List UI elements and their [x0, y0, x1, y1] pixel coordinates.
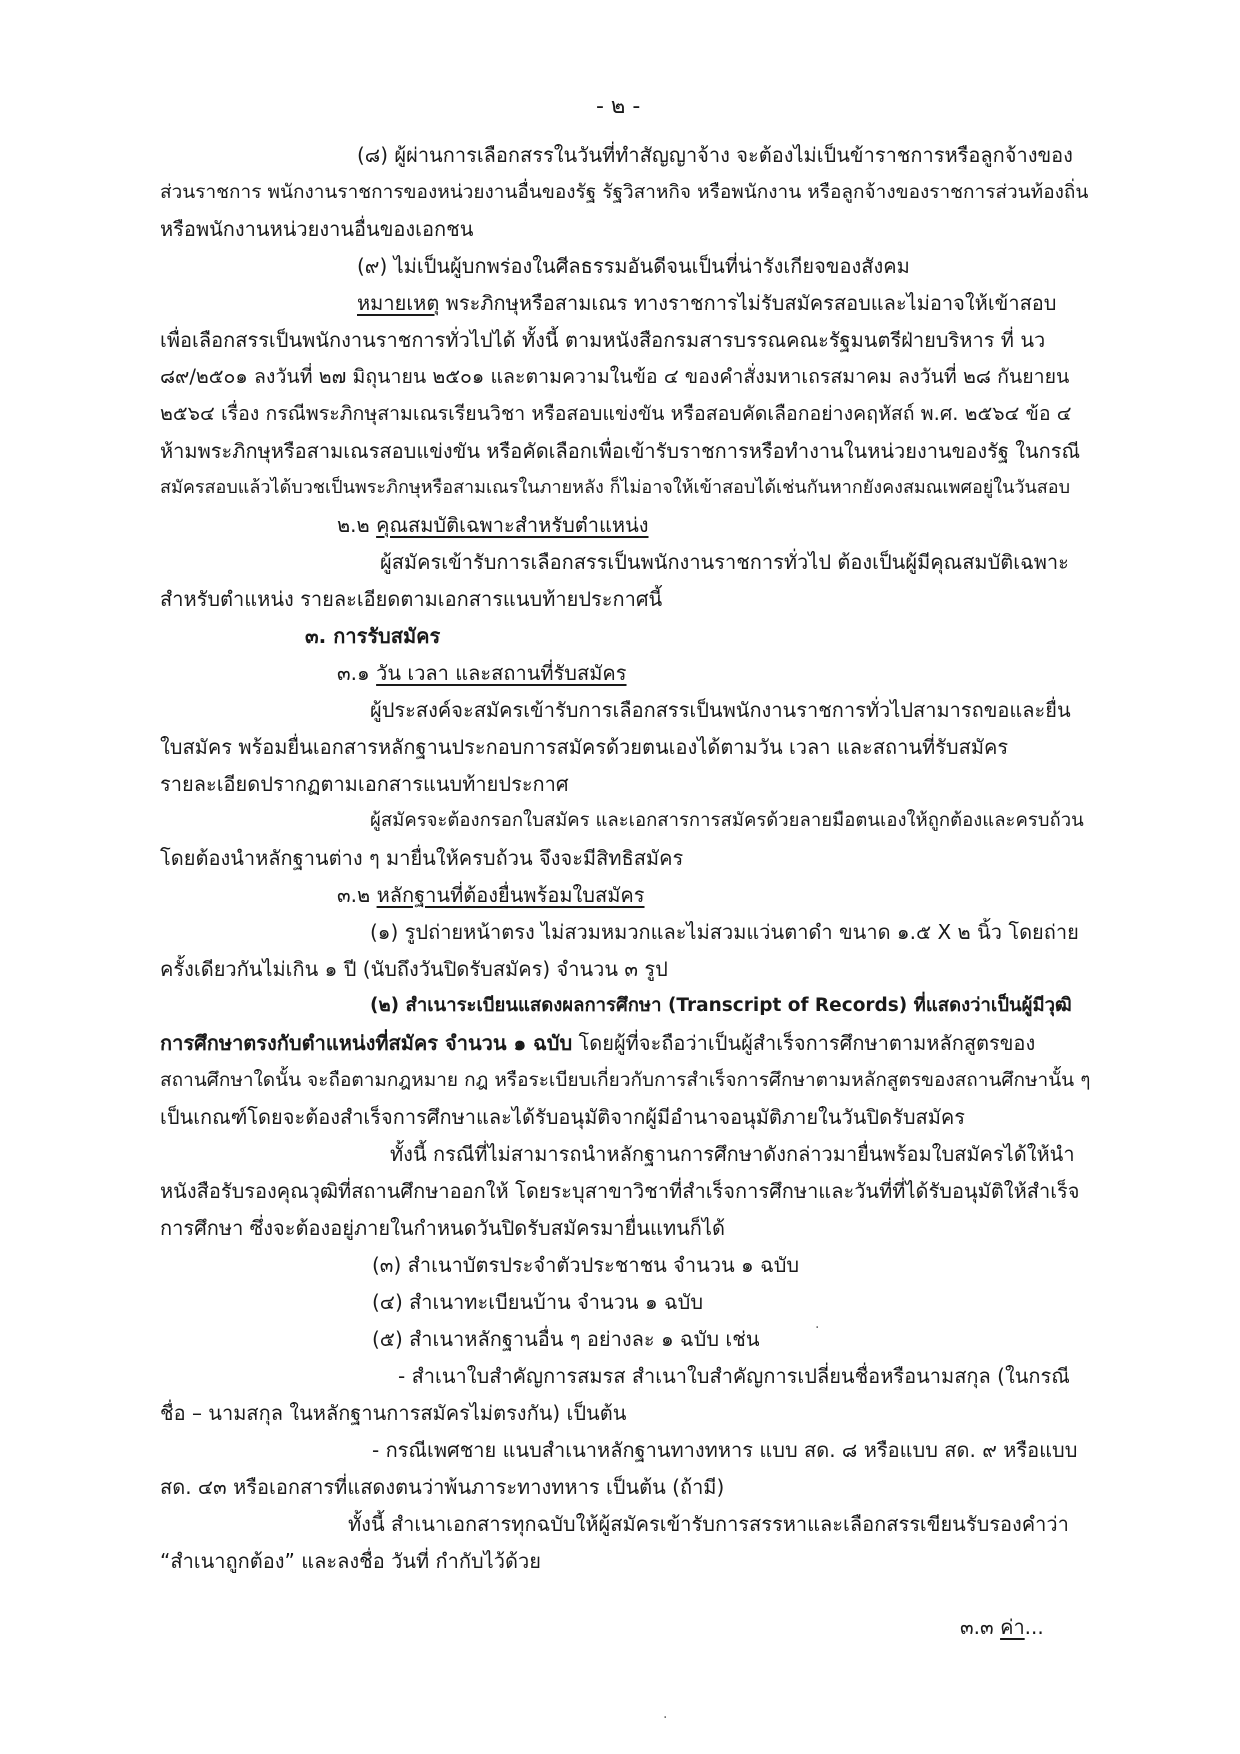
continuation-footer	[960, 1612, 1044, 1642]
section-number: ๓.๑	[337, 661, 377, 685]
text-line: รายละเอียดปรากฏตามเอกสารแนบท้ายประกาศ	[160, 772, 569, 796]
text-line: (๑) รูปถ่ายหน้าตรง ไม่สวมหมวกและไม่สวมแว่นตาดำ ขนาด ๑.๕ X ๒ นิ้ว โดยถ่าย	[370, 920, 1079, 944]
section-number: ๓.๒	[337, 883, 377, 907]
text-line: ๘๙/๒๕๐๑ ลงวันที่ ๒๗ มิถุนายน ๒๕๐๑ และตามความในข้อ ๔ ของคำสั่งมหาเถรสมาคม ลงวันที่ ๒๘ กันยายน	[160, 365, 1070, 388]
text-line: ครั้งเดียวกันไม่เกิน ๑ ปี (นับถึงวันปิดรับสมัคร) จำนวน ๓ รูป	[160, 957, 668, 981]
plain-text: โดยผู้ที่จะถือว่าเป็นผู้สำเร็จการศึกษาตามหลักสูตรของ	[572, 1031, 1036, 1055]
section-heading-3: ๓. การรับสมัคร	[305, 624, 441, 648]
bold-text: การศึกษาตรงกับตำแหน่งที่สมัคร จำนวน ๑ ฉบับ	[160, 1031, 573, 1055]
note-line	[357, 288, 1057, 318]
page-number: - ๒ -	[596, 94, 641, 119]
text-line: ผู้สมัครเข้ารับการเลือกสรรเป็นพนักงานราชการทั่วไป ต้องเป็นผู้มีคุณสมบัติเฉพาะ	[380, 550, 1069, 574]
scan-speck: ·	[815, 1320, 820, 1336]
text-line: การศึกษา ซึ่งจะต้องอยู่ภายในกำหนดวันปิดรับสมัครมายื่นแทนก็ได้	[160, 1216, 725, 1240]
text-line: (๘) ผู้ผ่านการเลือกสรรในวันที่ทำสัญญาจ้าง จะต้องไม่เป็นข้าราชการหรือลูกจ้างของ	[357, 143, 1073, 167]
text-line: หนังสือรับรองคุณวุฒิที่สถานศึกษาออกให้ โดยระบุสาขาวิชาที่สำเร็จการศึกษาและวันที่ที่ได้รับอนุมัติให้สำเร็จ	[160, 1179, 1080, 1203]
text-line: - สำเนาใบสำคัญการสมรส สำเนาใบสำคัญการเปลี่ยนชื่อหรือนามสกุล (ในกรณี	[398, 1364, 1070, 1388]
mixed-line	[160, 1028, 1035, 1058]
next-section-number: ๓.๓	[960, 1615, 1001, 1639]
section-title: คุณสมบัติเฉพาะสำหรับตำแหน่ง	[376, 513, 649, 537]
text-line: ใบสมัคร พร้อมยื่นเอกสารหลักฐานประกอบการสมัครด้วยตนเองได้ตามวัน เวลา และสถานที่รับสมัคร	[160, 735, 1009, 759]
text-line: สมัครสอบแล้วได้บวชเป็นพระภิกษุหรือสามเณรในภายหลัง ก็ไม่อาจให้เข้าสอบได้เช่นกันหากยังคงสมณเพศอยู่ในวันสอบ	[160, 477, 1071, 498]
text-line: ห้ามพระภิกษุหรือสามเณรสอบแข่งขัน หรือคัดเลือกเพื่อเข้ารับราชการหรือทำงานในหน่วยงานของรัฐ ในกรณี	[160, 439, 1081, 463]
text-line: ผู้ประสงค์จะสมัครเข้ารับการเลือกสรรเป็นพนักงานราชการทั่วไปสามารถขอและยื่น	[370, 698, 1071, 722]
note-text: พระภิกษุหรือสามเณร ทางราชการไม่รับสมัครสอบและไม่อาจให้เข้าสอบ	[439, 291, 1057, 315]
text-line: สถานศึกษาใดนั้น จะถือตามกฎหมาย กฎ หรือระเบียบเกี่ยวกับการสำเร็จการศึกษาตามหลักสูตรของสถานศึกษานั้น ๆ	[160, 1069, 1091, 1091]
text-line: ทั้งนี้ สำเนาเอกสารทุกฉบับให้ผู้สมัครเข้ารับการสรรหาและเลือกสรรเขียนรับรองคำว่า	[348, 1512, 1069, 1536]
section-number: ๒.๒	[337, 513, 377, 537]
text-line: (๓) สำเนาบัตรประจำตัวประชาชน จำนวน ๑ ฉบับ	[372, 1253, 800, 1277]
next-section-word: ค่า	[1000, 1615, 1025, 1639]
text-line: สำหรับตำแหน่ง รายละเอียดตามเอกสารแนบท้ายประกาศนี้	[160, 587, 663, 611]
text-line: (๔) สำเนาทะเบียนบ้าน จำนวน ๑ ฉบับ	[372, 1290, 704, 1314]
text-line: (๕) สำเนาหลักฐานอื่น ๆ อย่างละ ๑ ฉบับ เช่น	[372, 1327, 760, 1351]
section-title: หลักฐานที่ต้องยื่นพร้อมใบสมัคร	[376, 883, 645, 907]
text-line: เป็นเกณฑ์โดยจะต้องสำเร็จการศึกษาและได้รับอนุมัติจากผู้มีอำนาจอนุมัติภายในวันปิดรับสมัคร	[160, 1105, 966, 1129]
text-line: - กรณีเพศชาย แนบสำเนาหลักฐานทางทหาร แบบ สด. ๘ หรือแบบ สด. ๙ หรือแบบ	[372, 1438, 1078, 1462]
text-line: ๒๕๖๔ เรื่อง กรณีพระภิกษุสามเณรเรียนวิชา หรือสอบแข่งขัน หรือสอบคัดเลือกอย่างคฤหัสถ์ พ.ศ. ๒๕๖๔ ข้อ ๔	[160, 402, 1072, 425]
text-line-bold: (๒) สำเนาระเบียนแสดงผลการศึกษา (Transcript of Records) ที่แสดงว่าเป็นผู้มีวุฒิ	[370, 995, 1072, 1016]
text-line: เพื่อเลือกสรรเป็นพนักงานราชการทั่วไปได้ ทั้งนี้ ตามหนังสือกรมสารบรรณคณะรัฐมนตรีฝ่ายบริหาร ที่ นว	[160, 328, 1046, 352]
scan-speck: ·	[663, 1710, 668, 1726]
text-line: โดยต้องนำหลักฐานต่าง ๆ มายื่นให้ครบถ้วน จึงจะมีสิทธิสมัคร	[160, 846, 684, 870]
text-line: ชื่อ – นามสกุล ในหลักฐานการสมัครไม่ตรงกัน) เป็นต้น	[160, 1401, 627, 1425]
ellipsis: ...	[1024, 1615, 1044, 1639]
text-line: ทั้งนี้ กรณีที่ไม่สามารถนำหลักฐานการศึกษาดังกล่าวมายื่นพร้อมใบสมัครได้ให้นำ	[390, 1142, 1075, 1166]
text-line: “สำเนาถูกต้อง” และลงชื่อ วันที่ กำกับไว้ด้วย	[160, 1549, 541, 1573]
text-line: (๙) ไม่เป็นผู้บกพร่องในศีลธรรมอันดีจนเป็นที่น่ารังเกียจของสังคม	[357, 254, 910, 278]
section-title: วัน เวลา และสถานที่รับสมัคร	[376, 661, 627, 685]
text-line: สด. ๔๓ หรือเอกสารที่แสดงตนว่าพ้นภาระทางทหาร เป็นต้น (ถ้ามี)	[160, 1475, 725, 1499]
text-line: ส่วนราชการ พนักงานราชการของหน่วยงานอื่นของรัฐ รัฐวิสาหกิจ หรือพนักงาน หรือลูกจ้างของราชการส่วนท้องถิ่น	[160, 181, 1089, 203]
section-heading-3-1	[337, 658, 627, 688]
text-line: ผู้สมัครจะต้องกรอกใบสมัคร และเอกสารการสมัครด้วยลายมือตนเองให้ถูกต้องและครบถ้วน	[370, 810, 1084, 831]
section-heading-3-2	[337, 880, 645, 910]
note-label: หมายเหตุ	[357, 291, 440, 315]
text-line: หรือพนักงานหน่วยงานอื่นของเอกชน	[160, 217, 474, 241]
section-heading-2-2	[337, 510, 649, 540]
